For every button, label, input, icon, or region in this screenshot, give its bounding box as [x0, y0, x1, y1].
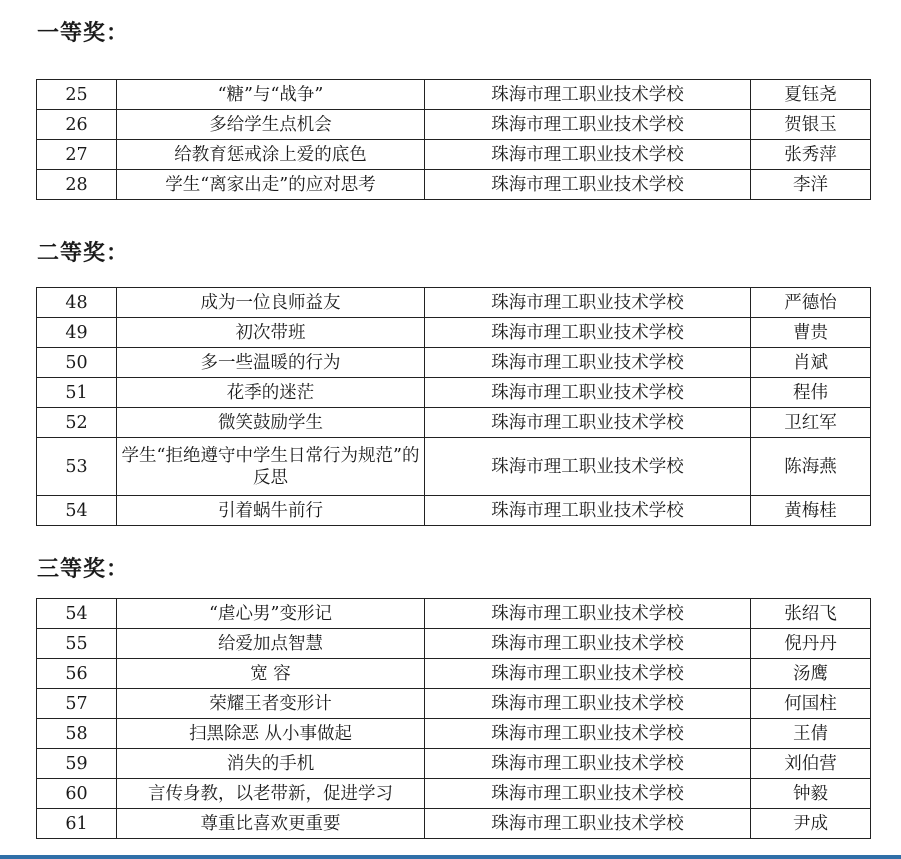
- entry-number: 48: [37, 288, 117, 318]
- entry-number: 60: [37, 779, 117, 809]
- entry-title: “虐心男”变形记: [117, 599, 425, 629]
- entry-author: 程伟: [751, 378, 871, 408]
- entry-title: 微笑鼓励学生: [117, 408, 425, 438]
- entry-number: 59: [37, 749, 117, 779]
- entry-number: 27: [37, 140, 117, 170]
- table-row: [37, 659, 871, 689]
- entry-title: 多给学生点机会: [117, 110, 425, 140]
- entry-school: 珠海市理工职业技术学校: [425, 318, 751, 348]
- table-row: [37, 80, 871, 110]
- bottom-border-bar: [0, 855, 901, 859]
- entry-author: 卫红军: [751, 408, 871, 438]
- entry-school: 珠海市理工职业技术学校: [425, 110, 751, 140]
- entry-author: 张秀萍: [751, 140, 871, 170]
- entry-author: 陈海燕: [751, 438, 871, 496]
- table-row: [37, 170, 871, 200]
- entry-number: 56: [37, 659, 117, 689]
- table-row: [37, 408, 871, 438]
- entry-number: 51: [37, 378, 117, 408]
- entry-author: 张绍飞: [751, 599, 871, 629]
- entry-number: 53: [37, 438, 117, 496]
- entry-number: 26: [37, 110, 117, 140]
- table-row: [37, 318, 871, 348]
- entry-number: 58: [37, 719, 117, 749]
- entry-title: 给教育惩戒涂上爱的底色: [117, 140, 425, 170]
- entry-school: 珠海市理工职业技术学校: [425, 629, 751, 659]
- second-prize-table: [36, 287, 871, 526]
- entry-author: 李洋: [751, 170, 871, 200]
- entry-school: 珠海市理工职业技术学校: [425, 749, 751, 779]
- entry-author: 夏钰尧: [751, 80, 871, 110]
- entry-title: 学生“拒绝遵守中学生日常行为规范”的反思: [117, 438, 425, 496]
- entry-author: 尹成: [751, 809, 871, 839]
- entry-title: 尊重比喜欢更重要: [117, 809, 425, 839]
- entry-school: 珠海市理工职业技术学校: [425, 438, 751, 496]
- entry-author: 曹贵: [751, 318, 871, 348]
- entry-school: 珠海市理工职业技术学校: [425, 689, 751, 719]
- entry-school: 珠海市理工职业技术学校: [425, 599, 751, 629]
- entry-school: 珠海市理工职业技术学校: [425, 659, 751, 689]
- table-row: [37, 689, 871, 719]
- entry-title: 成为一位良师益友: [117, 288, 425, 318]
- entry-number: 55: [37, 629, 117, 659]
- table-row: [37, 438, 871, 496]
- entry-title: 学生“离家出走”的应对思考: [117, 170, 425, 200]
- entry-title: 引着蜗牛前行: [117, 496, 425, 526]
- entry-number: 25: [37, 80, 117, 110]
- entry-title: 花季的迷茫: [117, 378, 425, 408]
- entry-title: 言传身教，以老带新，促进学习: [117, 779, 425, 809]
- entry-title: 初次带班: [117, 318, 425, 348]
- section-heading-second-prize: 二等奖：: [37, 240, 130, 266]
- entry-title: “糖”与“战争”: [117, 80, 425, 110]
- third-prize-table: [36, 598, 871, 839]
- entry-author: 严德怡: [751, 288, 871, 318]
- table-row: [37, 809, 871, 839]
- table-row: [37, 378, 871, 408]
- entry-title: 荣耀王者变形计: [117, 689, 425, 719]
- table-row: [37, 629, 871, 659]
- entry-number: 28: [37, 170, 117, 200]
- entry-title: 宽 容: [117, 659, 425, 689]
- entry-number: 57: [37, 689, 117, 719]
- entry-author: 倪丹丹: [751, 629, 871, 659]
- entry-author: 刘伯营: [751, 749, 871, 779]
- entry-title: 多一些温暖的行为: [117, 348, 425, 378]
- section-heading-third-prize: 三等奖：: [37, 556, 130, 582]
- entry-school: 珠海市理工职业技术学校: [425, 288, 751, 318]
- entry-author: 钟毅: [751, 779, 871, 809]
- entry-number: 50: [37, 348, 117, 378]
- table-row: [37, 348, 871, 378]
- first-prize-table: [36, 79, 871, 200]
- entry-school: 珠海市理工职业技术学校: [425, 496, 751, 526]
- entry-author: 王倩: [751, 719, 871, 749]
- entry-school: 珠海市理工职业技术学校: [425, 378, 751, 408]
- entry-school: 珠海市理工职业技术学校: [425, 719, 751, 749]
- table-row: [37, 749, 871, 779]
- table-row: [37, 599, 871, 629]
- entry-author: 贺银玉: [751, 110, 871, 140]
- entry-school: 珠海市理工职业技术学校: [425, 80, 751, 110]
- section-heading-first-prize: 一等奖：: [37, 20, 130, 46]
- entry-title: 消失的手机: [117, 749, 425, 779]
- entry-title: 给爱加点智慧: [117, 629, 425, 659]
- table-row: [37, 719, 871, 749]
- entry-number: 49: [37, 318, 117, 348]
- entry-author: 黄梅桂: [751, 496, 871, 526]
- entry-title: 扫黑除恶 从小事做起: [117, 719, 425, 749]
- table-row: [37, 496, 871, 526]
- table-row: [37, 140, 871, 170]
- table-row: [37, 110, 871, 140]
- entry-school: 珠海市理工职业技术学校: [425, 170, 751, 200]
- entry-school: 珠海市理工职业技术学校: [425, 408, 751, 438]
- entry-school: 珠海市理工职业技术学校: [425, 809, 751, 839]
- entry-author: 汤鹰: [751, 659, 871, 689]
- table-row: [37, 779, 871, 809]
- entry-author: 肖斌: [751, 348, 871, 378]
- entry-author: 何国柱: [751, 689, 871, 719]
- table-row: [37, 288, 871, 318]
- entry-number: 54: [37, 599, 117, 629]
- entry-school: 珠海市理工职业技术学校: [425, 348, 751, 378]
- entry-school: 珠海市理工职业技术学校: [425, 140, 751, 170]
- entry-number: 52: [37, 408, 117, 438]
- entry-number: 61: [37, 809, 117, 839]
- entry-school: 珠海市理工职业技术学校: [425, 779, 751, 809]
- entry-number: 54: [37, 496, 117, 526]
